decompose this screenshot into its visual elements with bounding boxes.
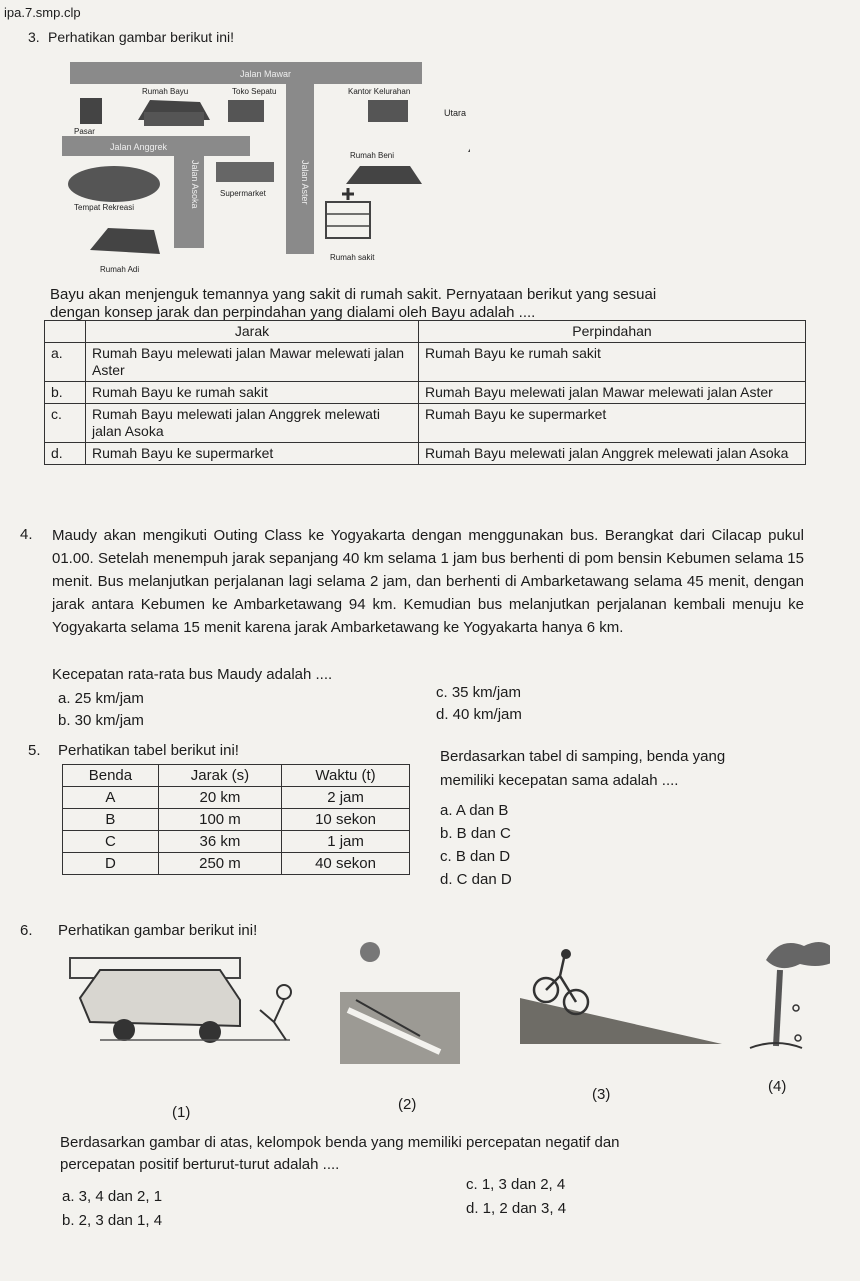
label-rumah-bayu: Rumah Bayu [142, 87, 189, 96]
office-icon [368, 100, 408, 122]
label-supermarket: Supermarket [220, 189, 266, 198]
label-rumah-sakit: Rumah sakit [330, 253, 375, 262]
table-row [63, 787, 410, 809]
table-row [45, 343, 806, 382]
q6-number: 6. [20, 922, 33, 939]
row-perpindahan: Rumah Bayu melewati jalan Anggrek melewati jalan Asoka [419, 443, 806, 465]
row-jarak: Rumah Bayu ke rumah sakit [86, 382, 419, 404]
q3-question-line2: dengan konsep jarak dan perpindahan yang dialami oleh Bayu adalah .... [50, 304, 536, 321]
cell-jarak: 36 km [158, 831, 281, 853]
q6-label-2: (2) [398, 1096, 417, 1113]
q4-text: Maudy akan mengikuti Outing Class ke Yogyakarta dengan menggunakan bus. Berangkat dari Cilacap pukul 01.00. Setelah menempuh jarak sepanjang 40 km selama 1 jam bus berhenti di pom bensin Kebumen selama 15 menit. Bus melanjutkan perjalanan lagi selama 2 jam, dan berhenti di Ambarketawang selama 45 menit, dengan jarak antara Kebumen ke Ambarketawang 94 km. Kemudian bus melanjutkan perjalanan kembali menuju ke Yogyakarta selama 15 menit karena jarak Ambarketawang ke Yogyakarta hanya 6 km. [52, 527, 804, 636]
q5-option-d: d. C dan D [440, 871, 512, 888]
table-row [63, 853, 410, 875]
row-letter: c. [45, 404, 86, 443]
q3-question-line1: Bayu akan menjenguk temannya yang sakit di rumah sakit. Pernyataan berikut yang sesuai [50, 286, 657, 303]
row-jarak: Rumah Bayu melewati jalan Mawar melewati jalan Aster [86, 343, 419, 382]
q6-label-4: (4) [768, 1078, 787, 1095]
q5-number: 5. [28, 742, 41, 759]
q3-header-perpindahan: Perpindahan [419, 321, 806, 343]
label-rumah-adi: Rumah Adi [100, 265, 140, 274]
cell-jarak: 250 m [158, 853, 281, 875]
q4-option-b: b. 30 km/jam [58, 712, 144, 729]
q5-table [62, 764, 410, 875]
house-bayu-icon [138, 100, 210, 126]
cell-benda: C [63, 831, 159, 853]
table-row [45, 443, 806, 465]
q3-table-header-row [45, 321, 806, 343]
table-row [45, 382, 806, 404]
q3-number: 3. [28, 29, 40, 45]
q4-option-a: a. 25 km/jam [58, 690, 144, 707]
label-pasar: Pasar [74, 127, 95, 136]
street-aster-label: Jalan Aster [300, 160, 310, 205]
car-pushed-icon [70, 958, 291, 1043]
cell-jarak: 100 m [158, 809, 281, 831]
q3-header-jarak: Jarak [86, 321, 419, 343]
supermarket-icon [216, 162, 274, 182]
q5-table-header-row [63, 765, 410, 787]
q5-header-waktu: Waktu (t) [282, 765, 410, 787]
label-toko-sepatu: Toko Sepatu [232, 87, 277, 96]
q6-question-line2: percepatan positif berturut-turut adalah .... [60, 1156, 340, 1173]
row-jarak: Rumah Bayu ke supermarket [86, 443, 419, 465]
q3-table-corner [45, 321, 86, 343]
shop-icon [228, 100, 264, 122]
file-header: ipa.7.smp.clp [4, 5, 81, 20]
q5-option-b: b. B dan C [440, 825, 511, 842]
q6-label-3: (3) [592, 1086, 611, 1103]
q3-table [44, 320, 806, 465]
cyclist-icon [520, 949, 722, 1044]
q6-option-a: a. 3, 4 dan 2, 1 [62, 1188, 163, 1205]
q5-option-c: c. B dan D [440, 848, 511, 865]
row-letter: d. [45, 443, 86, 465]
cell-benda: D [63, 853, 159, 875]
q5-intro: Perhatikan tabel berikut ini! [58, 742, 239, 759]
row-letter: a. [45, 343, 86, 382]
q6-intro: Perhatikan gambar berikut ini! [58, 922, 258, 939]
cell-waktu: 10 sekon [282, 809, 410, 831]
row-perpindahan: Rumah Bayu ke rumah sakit [419, 343, 806, 382]
cell-waktu: 1 jam [282, 831, 410, 853]
q5-option-a: a. A dan B [440, 802, 509, 819]
street-asoka-label: Jalan Asoka [190, 160, 200, 209]
q6-option-d: d. 1, 2 dan 3, 4 [466, 1200, 567, 1217]
recreation-icon [68, 166, 160, 202]
row-perpindahan: Rumah Bayu ke supermarket [419, 404, 806, 443]
north-label: Utara [443, 108, 466, 118]
street-anggrek-label: Jalan Anggrek [110, 142, 168, 152]
row-jarak: Rumah Bayu melewati jalan Anggrek melewati jalan Asoka [86, 404, 419, 443]
q4-option-d: d. 40 km/jam [436, 706, 522, 723]
row-letter: b. [45, 382, 86, 404]
cell-waktu: 2 jam [282, 787, 410, 809]
q5-question-line2: memiliki kecepatan sama adalah .... [440, 772, 679, 789]
label-kantor-kelurahan: Kantor Kelurahan [348, 87, 411, 96]
q6-pictures [60, 940, 830, 1070]
q6-option-c: c. 1, 3 dan 2, 4 [466, 1176, 566, 1193]
q5-question-line1: Berdasarkan tabel di samping, benda yang [440, 748, 726, 765]
q4-number: 4. [20, 526, 33, 543]
label-tempat-rekreasi: Tempat Rekreasi [74, 203, 135, 212]
cell-benda: B [63, 809, 159, 831]
street-mawar-label: Jalan Mawar [240, 69, 292, 79]
q4-question: Kecepatan rata-rata bus Maudy adalah .... [52, 666, 333, 683]
q5-header-jarak: Jarak (s) [158, 765, 281, 787]
cell-benda: A [63, 787, 159, 809]
q3-map [50, 50, 470, 280]
q6-question-line1: Berdasarkan gambar di atas, kelompok benda yang memiliki percepatan negatif dan [60, 1134, 620, 1151]
row-perpindahan: Rumah Bayu melewati jalan Mawar melewati jalan Aster [419, 382, 806, 404]
cell-jarak: 20 km [158, 787, 281, 809]
table-row [63, 809, 410, 831]
q5-header-benda: Benda [63, 765, 159, 787]
q6-option-b: b. 2, 3 dan 1, 4 [62, 1212, 163, 1229]
table-row [45, 404, 806, 443]
table-row [63, 831, 410, 853]
label-rumah-beni: Rumah Beni [350, 151, 395, 160]
cell-waktu: 40 sekon [282, 853, 410, 875]
coconut-tree-icon [750, 942, 830, 1048]
q6-label-1: (1) [172, 1104, 191, 1121]
market-icon [80, 98, 102, 124]
q4-option-c: c. 35 km/jam [436, 684, 522, 701]
q3-intro: Perhatikan gambar berikut ini! [48, 29, 234, 45]
slide-icon [340, 942, 460, 1064]
